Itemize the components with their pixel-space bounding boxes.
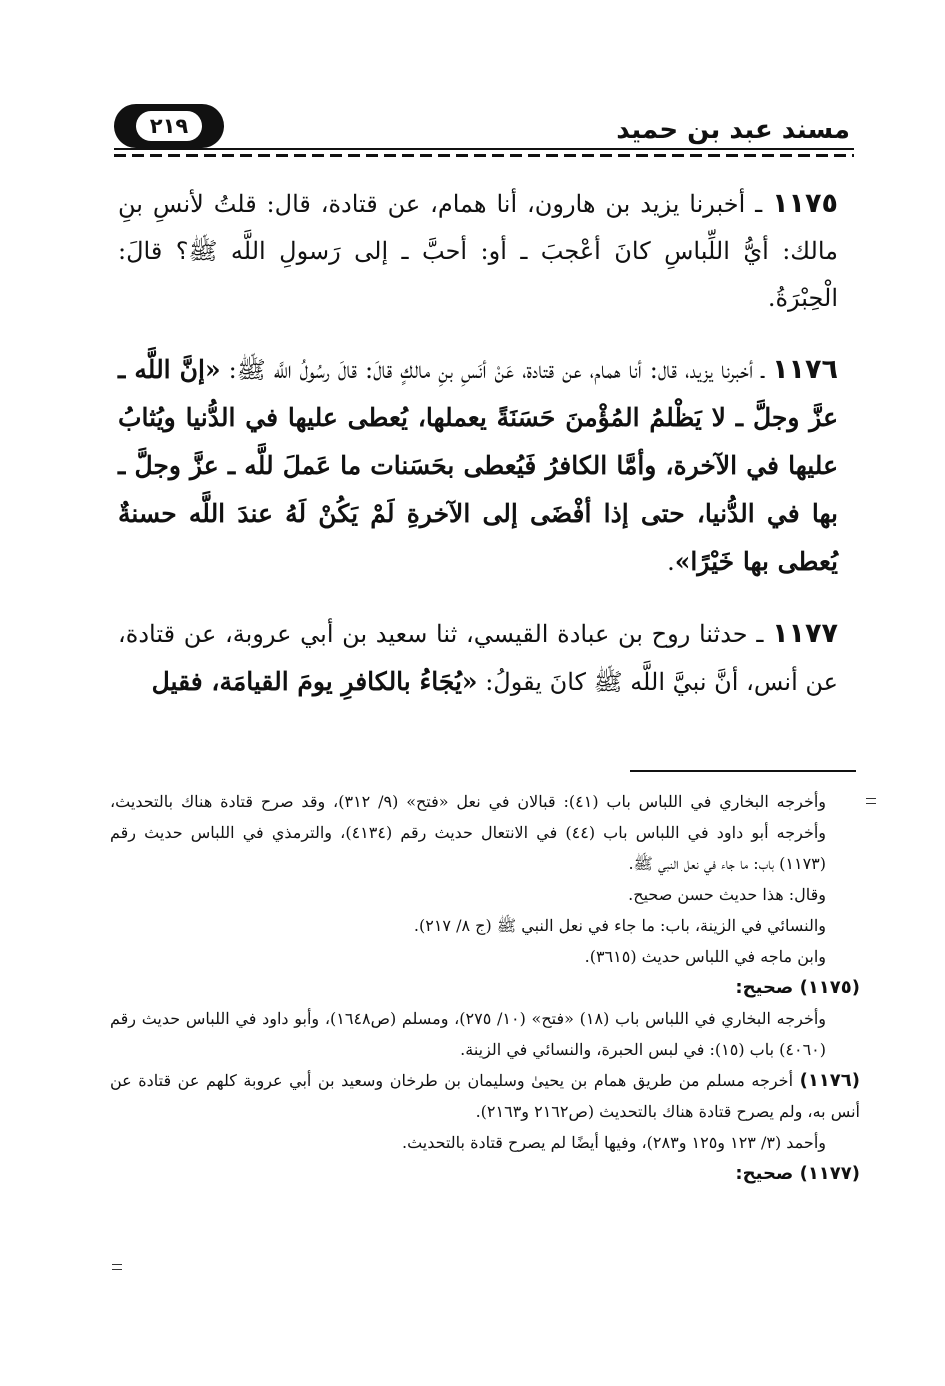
hadith-quote: «يُجَاءُ بالكافرِ يومَ القيامَة، فقيل bbox=[151, 667, 478, 696]
margin-mark bbox=[866, 798, 876, 804]
hadith-1176 bbox=[118, 346, 838, 586]
header-rule bbox=[114, 148, 854, 157]
page-header bbox=[114, 100, 854, 158]
hadith-1177 bbox=[118, 610, 838, 706]
book-title: مسند عبد بن حميد bbox=[616, 115, 850, 145]
footnote-label-1177: (١١٧٧) صحيح: bbox=[735, 1163, 860, 1184]
hadith-end: . bbox=[667, 548, 675, 576]
hadith-intro: ـ أخبرنا يزيد، قال: أنا همام، عن قتادة، عَنْ أنَسِ بنِ مالكٍ قالَ: قالَ رسُولُ اللَّه ﷺ: bbox=[228, 356, 765, 384]
hadith-line: ـ أخبرنا يزيد بن هارون، أنا همام، عن قتادة، قال: قلتُ لأنسِ bbox=[152, 190, 763, 218]
footnote-text: وابن ماجه في اللباس حديث (٣٦١٥). bbox=[584, 947, 826, 966]
hadith-quote: «إنَّ اللَّه ـ عزَّ وجلَّ ـ لا يَظْلمُ المُؤْمنَ حَسَنَةً يعملها، يُعطى عليها في الدُّنيا ويُثابُ عليها في الآخرة، وأمَّا الكافرُ فَيُعطى بحَسَنات ما عَملَ للَّه ـ عزَّ وجلَّ ـ بها في الدُّنيا، حتى إذا أفْضَى إلى الآخرةِ لَمْ يَكُنْ لَهُ عندَ اللَّه حسنةٌ يُعطى بها خَيْرًا» bbox=[118, 355, 838, 576]
page-number: ٢١٩ bbox=[136, 111, 202, 141]
footnote-label-1175: (١١٧٥) صحيح: bbox=[735, 977, 860, 998]
hadith-line: بنِ مالك: أيُّ اللِّباسِ كانَ أعْجبَ ـ أو: أحبَّ ـ إلى رَسولِ اللَّه ﷺ؟ قالَ: bbox=[118, 190, 838, 265]
footnote-text: وأخرجه البخاري في اللباس باب (٤١): قبالان في نعل «فتح» (٩/ ٣١٢)، وقد صرح قتادة هناك بالتحديث، وأخرجه أبو داود في اللباس باب (٤٤) في الانتعال حديث رقم (٤١٣٤)، والترمذي في اللباس حديث رقم (١١٧٣) باب: ما جاء في نعل النبي ﷺ. bbox=[110, 792, 827, 873]
hadith-number: ١١٧٥ bbox=[772, 188, 838, 219]
footnote-text: وأحمد (٣/ ١٢٣ و١٢٥ و٢٨٣)، وفيها أيضًا لم يصرح قتادة بالتحديث. bbox=[402, 1133, 826, 1152]
footnote-label-1176: (١١٧٦) bbox=[799, 1070, 860, 1091]
margin-mark bbox=[112, 1264, 122, 1270]
footnote-1176 bbox=[110, 1065, 860, 1127]
hadith-number: ١١٧٦ bbox=[772, 354, 838, 385]
hadith-line: الْحِبْرَةُ. bbox=[767, 284, 838, 312]
footnote-text: أخرجه مسلم من طريق همام بن يحيىٰ وسليمان بن طرخان وسعيد بن أبي عروبة كلهم عن قتادة عن أنس به، ولم يصرح قتادة هناك بالتحديث (ص٢١٦٢ و٢١٦٣). bbox=[110, 1071, 860, 1121]
footnotes bbox=[110, 786, 860, 1189]
footnote-text: والنسائي في الزينة، باب: ما جاء في نعل النبي ﷺ (ج ٨/ ٢١٧). bbox=[413, 916, 826, 935]
hadith-intro: ـ حدثنا روح بن عبادة القيسي، ثنا سعيد بن أبي عروبة، عن قتادة، عن أنس، أنَّ نبيَّ اللَّه ﷺ كانَ يقولُ: bbox=[118, 620, 838, 696]
page-number-badge bbox=[114, 104, 224, 148]
footnote-text: وأخرجه البخاري في اللباس باب (١٨) «فتح» (١٠/ ٢٧٥)، ومسلم (ص١٦٤٨)، وأبو داود في اللباس حديث رقم (٤٠٦٠) باب (١٥): في لبس الحبرة، والنسائي في الزينة. bbox=[110, 1009, 827, 1059]
footnote-text: وقال: هذا حديث حسن صحيح. bbox=[628, 885, 826, 904]
footnote-divider bbox=[630, 770, 856, 772]
hadith-number: ١١٧٧ bbox=[772, 618, 838, 649]
hadith-1175 bbox=[118, 180, 838, 322]
main-text bbox=[118, 180, 838, 730]
